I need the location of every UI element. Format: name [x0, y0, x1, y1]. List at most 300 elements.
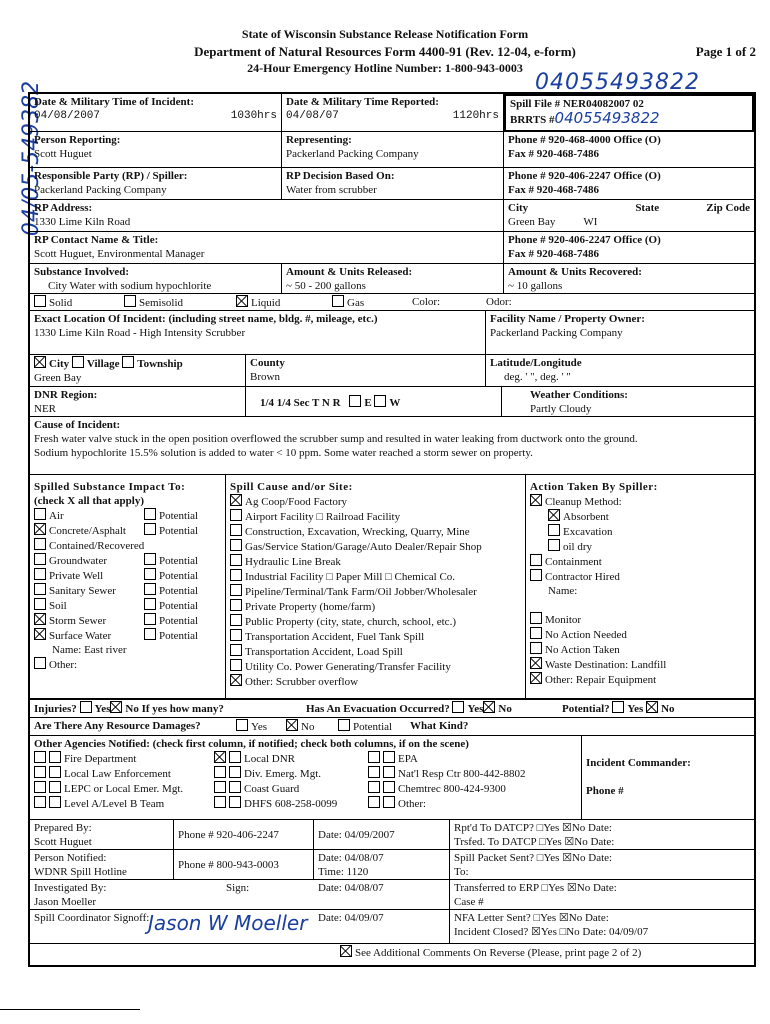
reported-date-label: Date & Military Time Reported:	[286, 96, 439, 108]
impact-potential-label: Potential	[159, 555, 199, 567]
agency-on-scene-checkbox[interactable]	[229, 751, 241, 763]
what-kind-label: What Kind?	[410, 720, 469, 732]
agency-label: Fire Department	[64, 753, 137, 765]
latlong-value: deg. ' ", deg. ' "	[504, 371, 571, 383]
agency-notified-checkbox[interactable]	[34, 766, 46, 778]
agency-on-scene-checkbox[interactable]	[229, 781, 241, 793]
agency-on-scene-checkbox[interactable]	[49, 766, 61, 778]
prepared-date-cell	[314, 820, 450, 850]
handwritten-number-side: 04/05-549382	[19, 80, 45, 237]
impact-item-label: Groundwater	[49, 555, 108, 567]
prepared-value: Scott Huguet	[34, 836, 92, 848]
impact-item	[34, 613, 221, 628]
potential-yes-label: Yes	[627, 703, 644, 715]
impact-item-label: Storm Sewer	[49, 615, 107, 627]
city-label: City	[508, 202, 529, 214]
site-item	[230, 644, 521, 659]
agency-on-scene-checkbox[interactable]	[383, 796, 395, 808]
impact-potential-checkbox[interactable]	[144, 553, 156, 565]
site-section	[226, 475, 526, 700]
weather-label: Weather Conditions:	[530, 389, 628, 401]
site-item-label: Gas/Service Station/Garage/Auto Dealer/Repair Shop	[245, 541, 482, 553]
injuries-yes-label: Yes	[94, 703, 111, 715]
site-checkbox[interactable]	[230, 614, 242, 626]
site-item-label: Transportation Accident, Fuel Tank Spill	[245, 631, 425, 643]
datcp-cell	[450, 820, 754, 850]
site-item	[230, 494, 521, 509]
impact-potential-checkbox[interactable]	[144, 583, 156, 595]
recovered-label: Amount & Units Recovered:	[508, 266, 642, 278]
impact-item-label: Contained/Recovered	[49, 540, 145, 552]
agency-notified-checkbox[interactable]	[368, 796, 380, 808]
erp-cell	[450, 880, 754, 910]
impact-potential-checkbox[interactable]	[144, 598, 156, 610]
agency-item	[34, 751, 183, 766]
impact-potential-checkbox[interactable]	[144, 523, 156, 535]
rp-address-cell	[30, 200, 504, 232]
site-item	[230, 539, 521, 554]
impact-item	[34, 538, 221, 553]
footer-rule	[0, 1009, 140, 1010]
impact-other-label: Other:	[49, 659, 78, 671]
impact-potential-label: Potential	[159, 525, 199, 537]
absorbent-checkbox[interactable]	[548, 509, 560, 521]
rp-contact-fax: Fax # 920-468-7486	[508, 248, 600, 260]
impact-title: Spilled Substance Impact To:	[34, 481, 186, 493]
agency-on-scene-checkbox[interactable]	[229, 796, 241, 808]
agency-on-scene-checkbox[interactable]	[383, 766, 395, 778]
damages-potential-checkbox[interactable]	[338, 719, 350, 731]
site-item	[230, 554, 521, 569]
impact-checkbox[interactable]	[34, 583, 46, 595]
county-value: Brown	[250, 371, 280, 383]
zip-label: Zip Code	[706, 202, 750, 214]
east-checkbox[interactable]	[349, 395, 361, 407]
potential-no-checkbox[interactable]	[646, 701, 658, 713]
village-checkbox[interactable]	[72, 356, 84, 368]
liquid-checkbox[interactable]	[236, 295, 248, 307]
person-fax: Fax # 920-468-7486	[508, 148, 600, 160]
rp-decision-value: Water from scrubber	[286, 184, 377, 196]
site-checkbox[interactable]	[230, 674, 242, 686]
site-item	[230, 659, 521, 674]
site-item-label: Utility Co. Power Generating/Transfer Facility	[245, 661, 451, 673]
agencies-section	[30, 736, 582, 820]
contractor-label: Contractor Hired	[545, 571, 620, 583]
injuries-row	[30, 700, 754, 718]
site-checkbox[interactable]	[230, 599, 242, 611]
no-action-taken-label: No Action Taken	[545, 644, 620, 656]
evac-no-label: No	[498, 703, 512, 715]
facility-cell	[486, 311, 754, 355]
site-item	[230, 569, 521, 584]
site-checkbox[interactable]	[230, 494, 242, 506]
site-item-label: Airport Facility □ Railroad Facility	[245, 511, 401, 523]
latlong-cell	[486, 355, 754, 387]
impact-other-checkbox[interactable]	[34, 657, 46, 669]
odor-label: Odor:	[486, 296, 512, 308]
packet-line: Spill Packet Sent? □Yes ☒No Date:	[454, 852, 613, 864]
agency-label: Chemtrec 800-424-9300	[398, 783, 506, 795]
sign-label: Sign:	[226, 882, 250, 894]
containment-checkbox[interactable]	[530, 554, 542, 566]
waste-label: Waste Destination: Landfill	[545, 659, 667, 671]
agency-item	[368, 781, 526, 796]
gas-label: Gas	[347, 297, 365, 309]
injuries-label: Injuries?	[34, 703, 77, 715]
agency-on-scene-checkbox[interactable]	[383, 751, 395, 763]
packet-to: To:	[454, 866, 469, 878]
damages-potential-label: Potential	[353, 721, 393, 733]
spill-file-number: Spill File # NER04082007 02	[510, 98, 644, 110]
site-item	[230, 584, 521, 599]
rp-city-cell	[504, 200, 754, 232]
nfa-cell	[450, 910, 754, 944]
agencies-column-3	[368, 751, 526, 811]
page-number: Page 1 of 2	[695, 44, 756, 59]
monitor-label: Monitor	[545, 614, 582, 626]
substance-value: City Water with sodium hypochlorite	[48, 280, 212, 292]
impact-item	[34, 553, 221, 568]
brrts-label: BRRTS #	[510, 114, 555, 126]
agency-notified-checkbox[interactable]	[34, 781, 46, 793]
agency-label: Local DNR	[244, 753, 296, 765]
rp-phone: Phone # 920-406-2247 Office (O)	[508, 170, 661, 182]
dnr-region-label: DNR Region:	[34, 389, 98, 401]
excavation-checkbox[interactable]	[548, 524, 560, 536]
site-item-label: Other: Scrubber overflow	[245, 676, 359, 688]
incident-time: 1030hrs	[230, 110, 277, 122]
agency-label: Div. Emerg. Mgt.	[244, 768, 321, 780]
rp-name: Packerland Packing Company	[34, 184, 167, 196]
weather-value: Partly Cloudy	[530, 403, 592, 415]
damages-label: Are There Any Resource Damages?	[34, 720, 201, 732]
rp-decision-cell	[282, 168, 504, 200]
substance-label: Substance Involved:	[34, 266, 130, 278]
person-phone-cell	[504, 132, 754, 168]
agencies-column-1	[34, 751, 183, 811]
investigated-date: Date: 04/08/07	[318, 882, 384, 894]
injuries-yes-checkbox[interactable]	[80, 701, 92, 713]
site-checkbox[interactable]	[230, 524, 242, 536]
potential-yes-checkbox[interactable]	[612, 701, 624, 713]
damages-yes-label: Yes	[251, 721, 268, 733]
commander-label: Incident Commander:	[586, 757, 691, 769]
site-item	[230, 674, 521, 689]
agency-label: Level A/Level B Team	[64, 798, 165, 810]
site-checkbox[interactable]	[230, 644, 242, 656]
impact-checkbox[interactable]	[34, 508, 46, 520]
impact-potential-label: Potential	[159, 570, 199, 582]
notified-label: Person Notified:	[34, 852, 107, 864]
contractor-checkbox[interactable]	[530, 569, 542, 581]
rp-label: Responsible Party (RP) / Spiller:	[34, 170, 188, 182]
section-label: 1/4 1/4 Sec T N R	[260, 397, 341, 409]
solid-label: Solid	[49, 297, 73, 309]
agency-item	[214, 766, 337, 781]
site-item-label: Industrial Facility □ Paper Mill □ Chemical Co.	[245, 571, 456, 583]
damages-row	[30, 718, 754, 736]
agency-on-scene-checkbox[interactable]	[49, 796, 61, 808]
agency-on-scene-checkbox[interactable]	[49, 751, 61, 763]
site-item-label: Transportation Accident, Load Spill	[245, 646, 403, 658]
agency-notified-checkbox[interactable]	[368, 751, 380, 763]
agency-on-scene-checkbox[interactable]	[229, 766, 241, 778]
site-item	[230, 509, 521, 524]
prepared-cell	[30, 820, 174, 850]
released-cell	[282, 264, 504, 294]
impact-item	[34, 628, 221, 643]
rp-contact-phone: Phone # 920-406-2247 Office (O)	[508, 234, 661, 246]
cause-line-1: Fresh water valve stuck in the open position overflowed the scrubber sump and resulted in water leaking from ductwork onto the ground.	[34, 433, 638, 445]
impact-checkbox[interactable]	[34, 568, 46, 580]
rp-cell	[30, 168, 282, 200]
site-checkbox[interactable]	[230, 509, 242, 521]
agency-on-scene-checkbox[interactable]	[383, 781, 395, 793]
impact-potential-label: Potential	[159, 615, 199, 627]
oildry-label: oil dry	[563, 541, 593, 553]
action-title: Action Taken By Spiller:	[530, 481, 658, 493]
header-hotline: 24-Hour Emergency Hotline Number: 1-800-943-0003	[247, 61, 523, 75]
village-label: Village	[86, 358, 120, 370]
impact-potential-checkbox[interactable]	[144, 508, 156, 520]
latlong-label: Latitude/Longitude	[490, 357, 582, 369]
site-title: Spill Cause and/or Site:	[230, 481, 353, 493]
rp-contact: Scott Huguet, Environmental Manager	[34, 248, 205, 260]
reported-date: 04/08/07	[286, 110, 339, 122]
notified-date: Date: 04/08/07	[318, 852, 384, 864]
impact-item	[34, 508, 221, 523]
spill-file-cell	[504, 94, 754, 132]
action-section	[526, 475, 754, 700]
agencies-column-2	[214, 751, 337, 811]
reported-date-cell	[282, 94, 504, 132]
impact-item-label: Sanitary Sewer	[49, 585, 116, 597]
impact-checkbox[interactable]	[34, 613, 46, 625]
liquid-label: Liquid	[251, 297, 281, 309]
prepared-phone-cell	[174, 820, 314, 850]
impact-potential-label: Potential	[159, 630, 199, 642]
site-item-label: Ag Coop/Food Factory	[245, 496, 348, 508]
impact-item-label: Surface Water	[49, 630, 112, 642]
agency-notified-checkbox[interactable]	[368, 781, 380, 793]
person-reporting-name: Scott Huguet	[34, 148, 92, 160]
agency-on-scene-checkbox[interactable]	[49, 781, 61, 793]
rp-contact-label: RP Contact Name & Title:	[34, 234, 159, 246]
commander-cell	[582, 736, 754, 820]
gas-checkbox[interactable]	[332, 295, 344, 307]
semisolid-label: Semisolid	[139, 297, 184, 309]
commander-phone-label: Phone #	[586, 785, 624, 797]
dnr-region-cell	[30, 387, 246, 417]
cause-cell	[30, 417, 754, 475]
semisolid-checkbox[interactable]	[124, 295, 136, 307]
agency-label: DHFS 608-258-0099	[244, 798, 338, 810]
impact-item	[34, 568, 221, 583]
impact-checkbox[interactable]	[34, 628, 46, 640]
location-value: 1330 Lime Kiln Road - High Intensity Scrubber	[34, 327, 246, 339]
impact-item-label: Private Well	[49, 570, 104, 582]
impact-potential-checkbox[interactable]	[144, 613, 156, 625]
damages-yes-checkbox[interactable]	[236, 719, 248, 731]
site-item	[230, 599, 521, 614]
site-checkbox[interactable]	[230, 629, 242, 641]
substance-cell	[30, 264, 282, 294]
impact-item-label: Soil	[49, 600, 67, 612]
release-form	[28, 92, 756, 967]
agency-item	[214, 781, 337, 796]
impact-checkbox[interactable]	[34, 523, 46, 535]
township-label: Township	[137, 358, 183, 370]
agency-notified-checkbox[interactable]	[34, 796, 46, 808]
coordinator-cell	[30, 910, 450, 944]
west-checkbox[interactable]	[374, 395, 386, 407]
brrts-number: 04055493822	[554, 109, 660, 127]
county-label: County	[250, 357, 285, 369]
coordinator-label: Spill Coordinator Signoff:	[34, 912, 150, 924]
excavation-label: Excavation	[563, 526, 613, 538]
impact-potential-label: Potential	[159, 510, 199, 522]
packet-cell	[450, 850, 754, 880]
agency-notified-checkbox[interactable]	[214, 796, 226, 808]
facility-value: Packerland Packing Company	[490, 327, 623, 339]
person-reporting-label: Person Reporting:	[34, 134, 121, 146]
location-cell	[30, 311, 486, 355]
impact-list	[34, 508, 221, 643]
containment-label: Containment	[545, 556, 602, 568]
recovered-cell	[504, 264, 754, 294]
city-type-label: City	[49, 358, 70, 370]
city-checkbox[interactable]	[34, 356, 46, 368]
closed-line: Incident Closed? ☒Yes □No Date: 04/09/07	[454, 926, 649, 938]
solid-checkbox[interactable]	[34, 295, 46, 307]
evacuation-label: Has An Evacuation Occurred?	[306, 703, 450, 715]
impact-section	[30, 475, 226, 700]
evac-no-checkbox[interactable]	[483, 701, 495, 713]
site-checkbox[interactable]	[230, 584, 242, 596]
site-item-label: Public Property (city, state, church, school, etc.)	[245, 616, 456, 628]
cleanup-checkbox[interactable]	[530, 494, 542, 506]
site-checkbox[interactable]	[230, 569, 242, 581]
rp-contact-cell	[30, 232, 504, 264]
impact-potential-checkbox[interactable]	[144, 568, 156, 580]
impact-checkbox[interactable]	[34, 553, 46, 565]
color-label: Color:	[412, 296, 441, 308]
agency-label: EPA	[398, 753, 418, 765]
representing-cell	[282, 132, 504, 168]
site-checkbox[interactable]	[230, 554, 242, 566]
agency-notified-checkbox[interactable]	[214, 781, 226, 793]
action-other-checkbox[interactable]	[530, 672, 542, 684]
site-item	[230, 614, 521, 629]
no-action-taken-checkbox[interactable]	[530, 642, 542, 654]
site-item-label: Private Property (home/farm)	[245, 601, 376, 613]
impact-potential-checkbox[interactable]	[144, 628, 156, 640]
agency-item	[34, 781, 183, 796]
east-label: E	[364, 397, 372, 409]
contractor-name-label: Name:	[548, 585, 578, 597]
agency-notified-checkbox[interactable]	[34, 751, 46, 763]
site-checkbox[interactable]	[230, 539, 242, 551]
reported-time: 1120hrs	[452, 110, 499, 122]
impact-checkbox[interactable]	[34, 538, 46, 550]
impact-potential-label: Potential	[159, 585, 199, 597]
state-row	[30, 294, 754, 311]
waste-checkbox[interactable]	[530, 657, 542, 669]
damages-no-label: No	[301, 721, 315, 733]
agency-label: Nat'l Resp Ctr 800-442-8802	[398, 768, 526, 780]
municipality-cell	[30, 355, 246, 387]
notified-time: Time: 1120	[318, 866, 369, 878]
damages-no-checkbox[interactable]	[286, 719, 298, 731]
agency-label: Local Law Enforcement	[64, 768, 171, 780]
impact-potential-label: Potential	[159, 600, 199, 612]
impact-item-label: Air	[49, 510, 64, 522]
cleanup-label: Cleanup Method:	[545, 496, 622, 508]
released-value: ~ 50 - 200 gallons	[286, 280, 366, 292]
rp-address: 1330 Lime Kiln Road	[34, 216, 131, 228]
no-action-needed-checkbox[interactable]	[530, 627, 542, 639]
impact-water-name: Name: East river	[52, 644, 127, 656]
agency-item	[34, 766, 183, 781]
handwritten-number-top: 04055493822	[535, 70, 700, 95]
agency-label: Coast Guard	[244, 783, 300, 795]
coordinator-date: Date: 04/09/07	[318, 912, 384, 924]
agencies-label: Other Agencies Notified: (check first column, if notified; check both columns, if on the scene)	[34, 738, 469, 750]
state-label: State	[635, 202, 660, 214]
facility-label: Facility Name / Property Owner:	[490, 313, 645, 325]
prepared-date: Date: 04/09/2007	[318, 829, 395, 841]
erp-line: Transferred to ERP □Yes ☒No Date:	[454, 882, 617, 894]
recovered-value: ~ 10 gallons	[508, 280, 563, 292]
weather-cell	[502, 387, 754, 417]
evac-yes-label: Yes	[467, 703, 484, 715]
monitor-checkbox[interactable]	[530, 612, 542, 624]
agency-notified-checkbox[interactable]	[368, 766, 380, 778]
potential-no-label: No	[661, 703, 675, 715]
person-phone: Phone # 920-468-4000 Office (O)	[508, 134, 661, 146]
investigated-label: Investigated By:	[34, 882, 107, 894]
agency-item	[214, 751, 337, 766]
impact-checkbox[interactable]	[34, 598, 46, 610]
incident-date: 04/08/2007	[34, 110, 101, 122]
comments-checkbox[interactable]	[340, 945, 352, 957]
evac-yes-checkbox[interactable]	[452, 701, 464, 713]
agency-label: Other:	[398, 798, 427, 810]
trsfed-line: Trsfed. To DATCP □Yes ☒No Date:	[454, 836, 615, 848]
rp-city: Green Bay	[508, 216, 556, 228]
datcp-line: Rpt'd To DATCP? □Yes ☒No Date:	[454, 822, 612, 834]
notified-cell	[30, 850, 174, 880]
investigated-cell	[30, 880, 450, 910]
county-cell	[246, 355, 486, 387]
agency-notified-checkbox[interactable]	[214, 751, 226, 763]
injuries-no-checkbox[interactable]	[110, 701, 122, 713]
notified-value: WDNR Spill Hotline	[34, 866, 127, 878]
agency-item	[368, 766, 526, 781]
notified-phone-cell	[174, 850, 314, 880]
investigated-value: Jason Moeller	[34, 896, 97, 908]
potential-label: Potential?	[562, 703, 610, 715]
township-checkbox[interactable]	[122, 356, 134, 368]
agency-item	[368, 796, 526, 811]
impact-subtitle: (check X all that apply)	[34, 495, 144, 507]
site-checkbox[interactable]	[230, 659, 242, 671]
oildry-checkbox[interactable]	[548, 539, 560, 551]
representing-value: Packerland Packing Company	[286, 148, 419, 160]
agency-notified-checkbox[interactable]	[214, 766, 226, 778]
agency-item	[34, 796, 183, 811]
